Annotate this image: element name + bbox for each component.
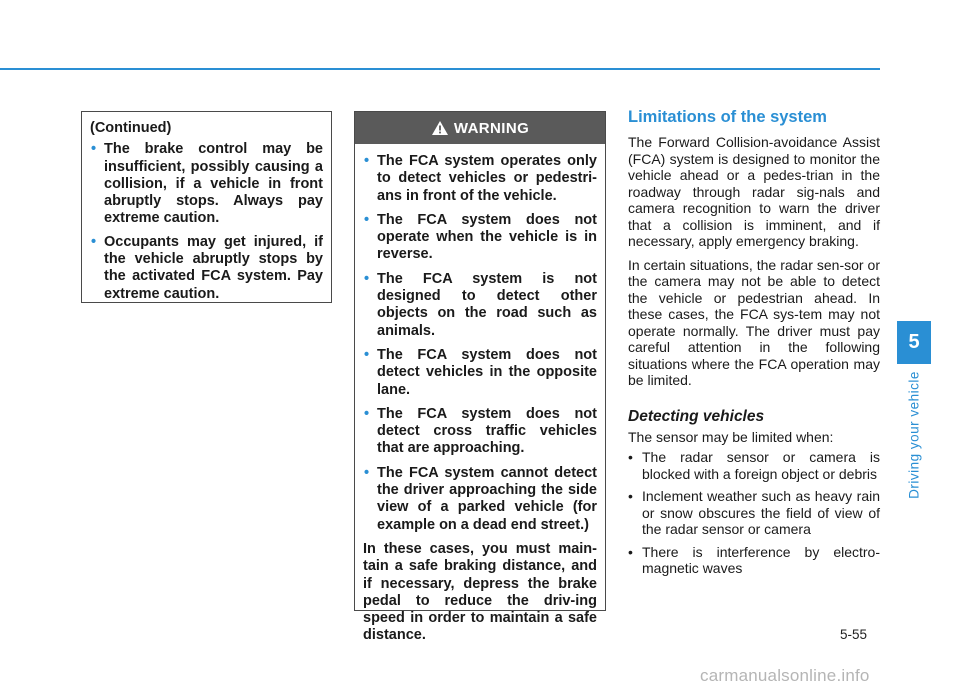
watermark-text: carmanualsonline.info bbox=[700, 666, 870, 685]
warning-triangle-icon bbox=[431, 120, 449, 136]
continued-bullet-list bbox=[90, 141, 323, 303]
chapter-label: Driving your vehicle bbox=[906, 371, 922, 499]
continued-heading: (Continued) bbox=[90, 120, 172, 136]
paragraph-limitations: In certain situations, the radar sen-sor or the camera may not be able to detect the vehicle or pedestrian ahead. In these cases, the FCA sys-tem may not operate normally. The driver must pay careful attention in the following situations where the FCA operation may be limited. bbox=[628, 256, 880, 388]
list-item: • The FCA system does not detect vehicles in the opposite lane. bbox=[363, 347, 597, 399]
warning-footer-text: In these cases, you must main-tain a safe braking distance, and if necessary, depress the brake pedal to reduce the driv-ing speed in order to maintain a safe distance. bbox=[363, 540, 597, 644]
warning-title: WARNING bbox=[453, 119, 530, 137]
list-item: • Occupants may get injured, if the vehicle abruptly stops by the activated FCA system. Pay extreme caution. bbox=[90, 234, 323, 303]
sensor-intro: The sensor may be limited when: bbox=[628, 428, 834, 445]
right-column bbox=[628, 108, 880, 583]
paragraph-intro: The Forward Collision-avoidance Assist (FCA) system is designed to monitor the vehicle ahead or a pedes-trian in the roadway through radar sig-nals and camera recognition to warn the driver that a collision is imminent, and if necessary, apply emergency braking. bbox=[628, 134, 880, 249]
subsection-title: Detecting vehicles bbox=[628, 407, 765, 425]
page-number: 5-55 bbox=[840, 627, 868, 642]
chapter-number-tab: 5 bbox=[897, 321, 931, 364]
list-item: • The radar sensor or camera is blocked with a foreign object or debris bbox=[628, 449, 880, 482]
list-item: • Inclement weather such as heavy rain or snow obscures the field of view of the radar sensor or camera bbox=[628, 488, 880, 538]
warning-box bbox=[354, 111, 606, 644]
list-item: • The FCA system cannot detect the driver approaching the side view of a parked vehicle (for example on a dead end street.) bbox=[363, 465, 597, 534]
list-item: • The brake control may be insufficient, possibly causing a collision, if a vehicle in front abruptly stops. Always pay extreme caution. bbox=[90, 141, 323, 227]
warning-bullet-list bbox=[363, 153, 597, 534]
sensor-limit-list bbox=[628, 449, 880, 577]
list-item: • The FCA system operates only to detect vehicles or pedestri-ans in front of the vehicle. bbox=[363, 153, 597, 205]
warning-header bbox=[355, 112, 605, 144]
section-title: Limitations of the system bbox=[628, 108, 827, 126]
warning-body bbox=[355, 144, 605, 645]
list-item: • The FCA system is not designed to detect other objects on the road such as animals. bbox=[363, 271, 597, 340]
header-rule bbox=[0, 68, 880, 70]
list-item: • The FCA system does not operate when the vehicle is in reverse. bbox=[363, 212, 597, 264]
continued-warning-box bbox=[81, 111, 332, 303]
list-item: • The FCA system does not detect cross traffic vehicles that are approaching. bbox=[363, 406, 597, 458]
list-item: • There is interference by electro-magnetic waves bbox=[628, 544, 880, 577]
